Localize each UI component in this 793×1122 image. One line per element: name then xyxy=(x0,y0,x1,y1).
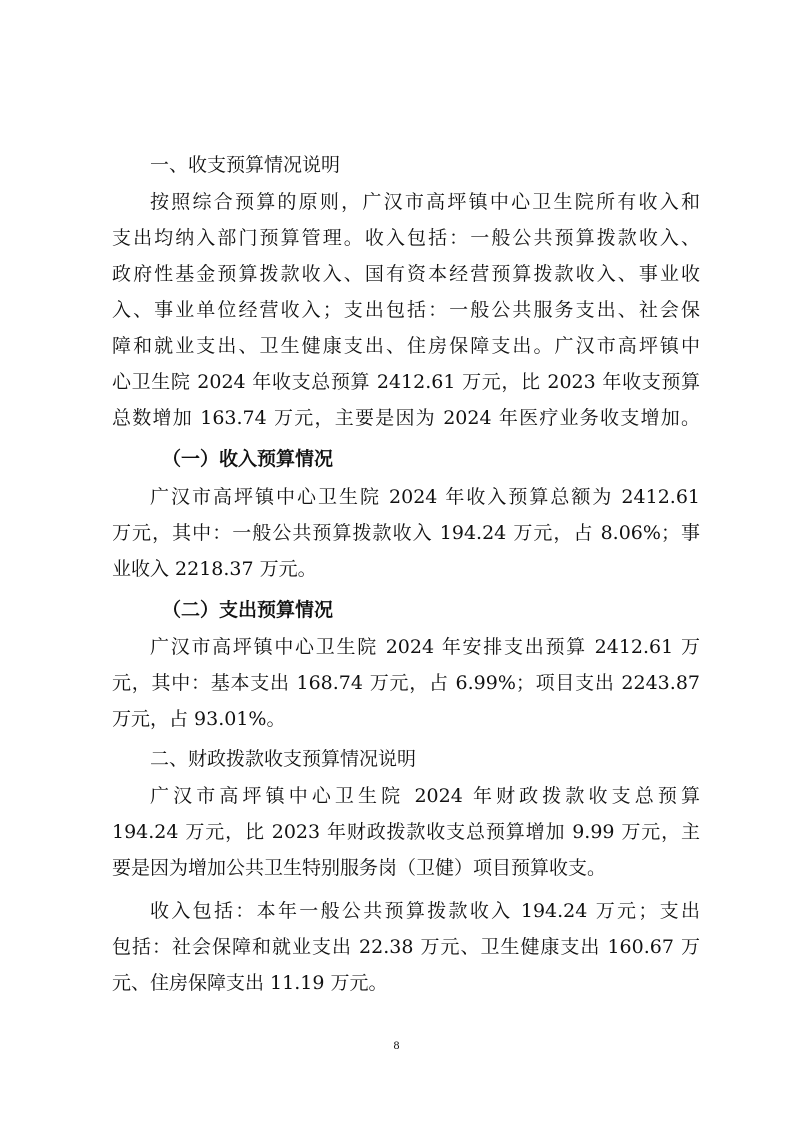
paragraph-line: 心卫生院 2024 年收支总预算 2412.61 万元，比 2023 年收支预算 xyxy=(112,371,700,393)
paragraph-line: 万元，占 93.01%。 xyxy=(112,708,286,730)
subsection-heading-income: （一）收入预算情况 xyxy=(162,448,334,470)
page-number: 8 xyxy=(393,1038,400,1052)
paragraph-line: 广汉市高坪镇中心卫生院 2024 年安排支出预算 2412.61 万 xyxy=(150,636,700,658)
paragraph-line: 要是因为增加公共卫生特别服务岗（卫健）项目预算收支。 xyxy=(112,857,607,879)
paragraph-line: 收入包括：本年一般公共预算拨款收入 194.24 万元；支出 xyxy=(150,900,700,922)
paragraph-line: 支出均纳入部门预算管理。收入包括：一般公共预算拨款收入、 xyxy=(112,227,700,249)
paragraph-line: 广汉市高坪镇中心卫生院 2024 年财政拨款收支总预算 xyxy=(150,785,700,807)
paragraph-line: 障和就业支出、卫生健康支出、住房保障支出。广汉市高坪镇中 xyxy=(112,335,700,357)
paragraph-line: 按照综合预算的原则，广汉市高坪镇中心卫生院所有收入和 xyxy=(150,191,700,213)
paragraph-line: 元、住房保障支出 11.19 万元。 xyxy=(112,972,388,994)
section-heading-2: 二、财政拨款收支预算情况说明 xyxy=(150,748,417,770)
paragraph-line: 元，其中：基本支出 168.74 万元，占 6.99%；项目支出 2243.87 xyxy=(112,672,700,694)
paragraph-line: 政府性基金预算拨款收入、国有资本经营预算拨款收入、事业收 xyxy=(112,263,700,285)
paragraph-line: 总数增加 163.74 万元，主要是因为 2024 年医疗业务收支增加。 xyxy=(112,407,700,429)
section-heading-1: 一、收支预算情况说明 xyxy=(150,154,341,176)
paragraph-line: 入、事业单位经营收入；支出包括：一般公共服务支出、社会保 xyxy=(112,299,700,321)
paragraph-line: 万元，其中：一般公共预算拨款收入 194.24 万元，占 8.06%；事 xyxy=(112,522,700,544)
paragraph-line: 广汉市高坪镇中心卫生院 2024 年收入预算总额为 2412.61 xyxy=(150,486,700,508)
subsection-heading-expenditure: （二）支出预算情况 xyxy=(162,599,334,621)
paragraph-line: 包括：社会保障和就业支出 22.38 万元、卫生健康支出 160.67 万 xyxy=(112,936,700,958)
paragraph-line: 业收入 2218.37 万元。 xyxy=(112,558,317,580)
paragraph-line: 194.24 万元，比 2023 年财政拨款收支总预算增加 9.99 万元，主 xyxy=(112,821,700,843)
